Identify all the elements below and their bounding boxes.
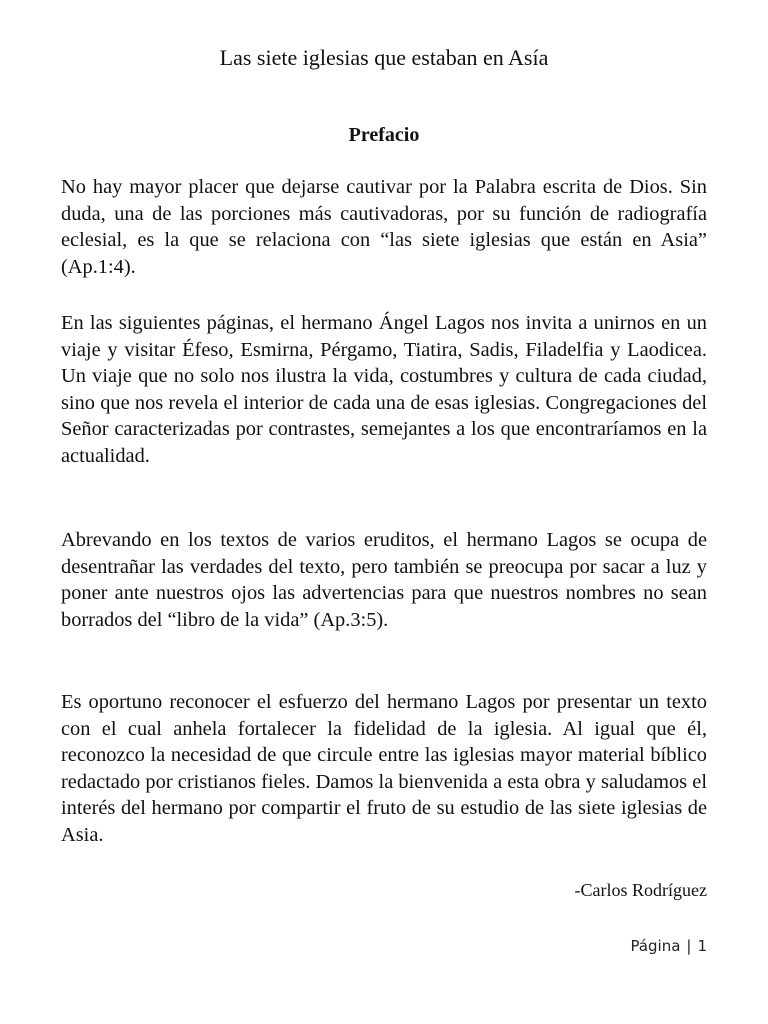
page-separator: | xyxy=(686,937,692,955)
page-footer xyxy=(630,936,707,956)
paragraph-1: No hay mayor placer que dejarse cautivar por la Palabra escrita de Dios. Sin duda, una de las porciones más cautivadoras, por su función de radiografía eclesial, es la que se relaciona con “las siete iglesias que están en Asia” (Ap.1:4). xyxy=(61,176,707,278)
page-number: 1 xyxy=(697,937,707,955)
paragraph-2: En las siguientes páginas, el hermano Ángel Lagos nos invita a unirnos en un viaje y visitar Éfeso, Esmirna, Pérgamo, Tiatira, Sadis, Filadelfia y Laodicea. Un viaje que no solo nos ilustra la vida, costumbres y cultura de cada ciudad, sino que nos revela el interior de cada una de esas iglesias. Congregaciones del Señor caracterizadas por contrastes, semejantes a los que encontraríamos en la actualidad. xyxy=(61,312,707,467)
author-signature: -Carlos Rodríguez xyxy=(574,880,707,900)
document-title: Las siete iglesias que estaban en Asía xyxy=(219,45,549,70)
section-heading-prefacio: Prefacio xyxy=(348,124,420,146)
paragraph-3: Abrevando en los textos de varios eruditos, el hermano Lagos se ocupa de desentrañar las verdades del texto, pero también se preocupa por sacar a luz y poner ante nuestros ojos las advertencias para que nuestros nombres no sean borrados del “libro de la vida” (Ap.3:5). xyxy=(61,529,707,631)
paragraph-4: Es oportuno reconocer el esfuerzo del hermano Lagos por presentar un texto con el cual anhela fortalecer la fidelidad de la iglesia. Al igual que él, reconozco la necesidad de que circule entre las iglesias mayor material bíblico redactado por cristianos fieles. Damos la bienvenida a esta obra y saludamos el interés del hermano por compartir el fruto de su estudio de las siete iglesias de Asia. xyxy=(61,691,707,846)
page-label: Página xyxy=(630,937,681,955)
